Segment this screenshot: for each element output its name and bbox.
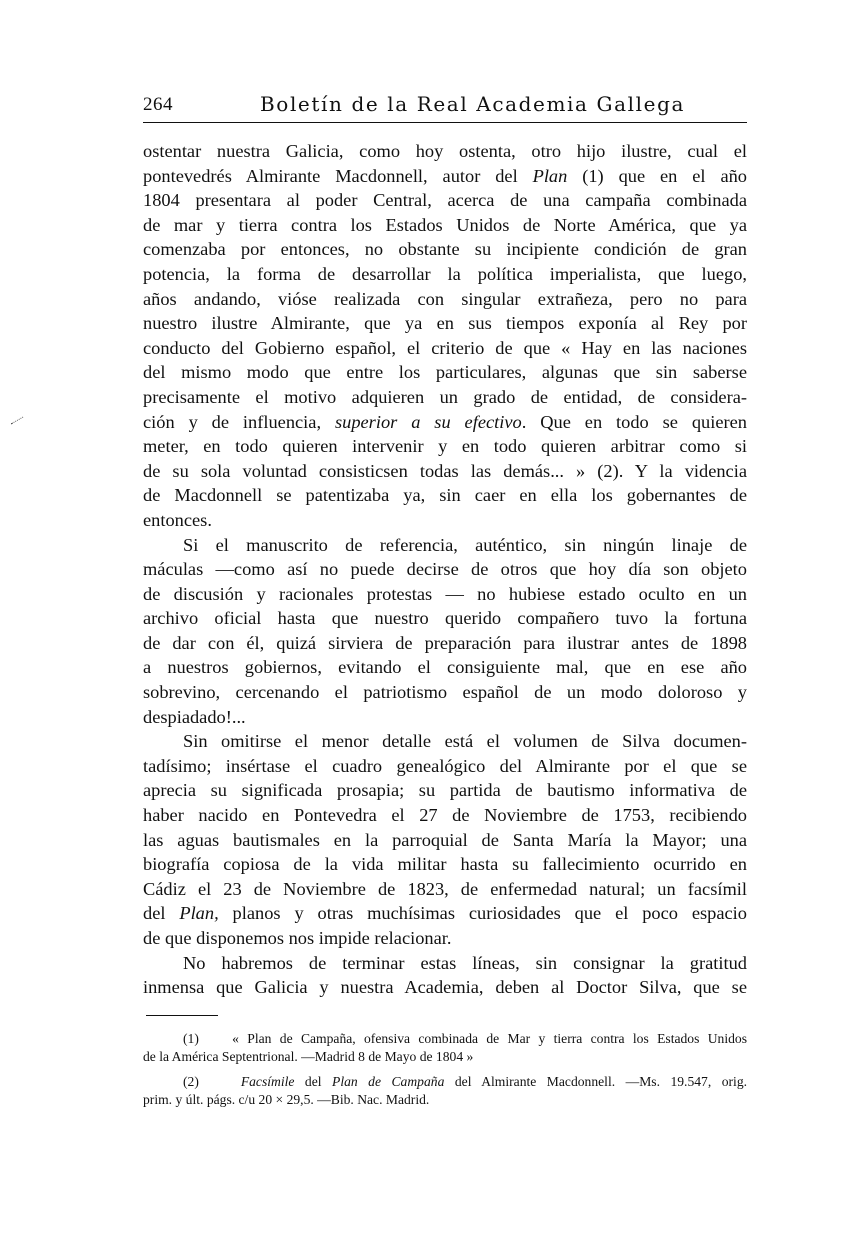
text-line: del mismo modo que entre los particulares, algunas que sin saberse — [143, 362, 747, 383]
text-line: inmensa que Galicia y nuestra Academia, deben al Doctor Silva, que se — [143, 977, 747, 998]
text-line: comenzaba por entonces, no obstante su incipiente condición de gran — [143, 239, 747, 260]
italic-phrase: superior a su efectivo — [334, 411, 522, 432]
text-line: a nuestros gobiernos, evitando el consiguiente mal, que en ese año — [143, 657, 747, 678]
paragraph-start: Si el manuscrito de referencia, auténtico, sin ningún linaje de — [183, 534, 747, 555]
page-number: 264 — [143, 94, 173, 115]
text-line: de su sola voluntad consisticsen todas las demás... » (2). Y la videncia — [143, 460, 747, 481]
text-line: haber nacido en Pontevedra el 27 de Noviembre de 1753, recibiendo — [143, 805, 747, 826]
italic-term: Facsímile — [240, 1074, 295, 1089]
text-line: de que disponemos nos impide relacionar. — [143, 928, 452, 948]
text-line: de Macdonnell se patentizaba ya, sin caer en ella los gobernantes de — [143, 485, 747, 506]
text-span: (1) que en el año — [567, 165, 747, 186]
paragraph-start: No habremos de terminar estas líneas, sin consignar la gratitud — [183, 952, 747, 973]
footnote-text: « Plan de Campaña, ofensiva combinada de Mar y tierra contra los Estados Unidos — [232, 1031, 747, 1046]
text-line — [143, 410, 747, 435]
text-line: potencia, la forma de desarrollar la política imperialista, que luego, — [143, 263, 747, 284]
running-title: Boletín de la Real Academia Gallega — [260, 92, 685, 116]
text-span: del — [143, 903, 180, 924]
body-text — [143, 139, 747, 1000]
page-header — [143, 92, 743, 120]
text-line: Cádiz el 23 de Noviembre de 1823, de enfermedad natural; un facsímil — [143, 878, 747, 899]
footnote-marker: (1) — [183, 1031, 199, 1046]
text-line: 1804 presentara al poder Central, acerca de una campaña combinada — [143, 190, 747, 211]
text-line: de dar con él, quizá sirviera de preparación para ilustrar antes de 1898 — [143, 632, 747, 653]
text-line — [143, 901, 747, 926]
italic-title: Plan, — [179, 903, 219, 924]
text-line: precisamente el motivo adquieren un grado de entidad, de considera- — [143, 386, 747, 407]
text-line: de mar y tierra contra los Estados Unidos de Norte América, que ya — [143, 214, 747, 235]
text-line: archivo oficial hasta que nuestro querido compañero tuvo la fortuna — [143, 608, 747, 629]
footnote-text: del — [294, 1074, 333, 1089]
footnotes — [143, 1030, 747, 1109]
text-line: años andando, vióse realizada con singular extrañeza, pero no para — [143, 288, 747, 309]
footnote-marker: (2) — [183, 1074, 199, 1089]
text-line: biografía copiosa de la vida militar hasta su fallecimiento ocurrido en — [143, 854, 747, 875]
text-line: aprecia su significada prosapia; su partida de bautismo informativa de — [143, 780, 747, 801]
footnote-1-continued: de la América Septentrional. —Madrid 8 de Mayo de 1804 » — [143, 1049, 474, 1064]
footnote-text: del Almirante Macdonnell. —Ms. 19.547, orig. — [444, 1074, 748, 1089]
footnote-2 — [143, 1073, 747, 1091]
text-span: ción y de influencia, — [143, 411, 335, 432]
scan-artifact — [11, 417, 24, 425]
text-line: entonces. — [143, 509, 212, 530]
text-line: de discusión y racionales protestas — no hubiese estado oculto en un — [143, 583, 747, 604]
text-line — [143, 164, 747, 189]
header-rule — [143, 122, 747, 123]
italic-title: Plan de Campaña — [332, 1074, 445, 1089]
footnote-2-continued: prim. y últ. págs. c/u 20 × 29,5. —Bib. Nac. Madrid. — [143, 1092, 430, 1107]
text-span: pontevedrés Almirante Macdonnell, autor del — [143, 165, 533, 186]
text-span: . Que en todo se quieren — [521, 411, 748, 432]
text-line: meter, en todo quieren intervenir y en todo quieren arbitrar como si — [143, 436, 747, 457]
text-line: despiadado!... — [143, 706, 246, 727]
italic-title: Plan — [532, 165, 568, 186]
text-line: sobrevino, cercenando el patriotismo español de un modo doloroso y — [143, 682, 747, 703]
spacer — [143, 1066, 747, 1073]
text-span: planos y otras muchísimas curiosidades que el poco espacio — [218, 903, 747, 924]
paragraph-start: Sin omitirse el menor detalle está el volumen de Silva documen- — [183, 731, 747, 752]
text-line: máculas —como así no puede decirse de otros que hoy día son objeto — [143, 559, 747, 580]
text-line: tadísimo; insértase el cuadro genealógico del Almirante por el que se — [143, 755, 747, 776]
footnote-1 — [143, 1030, 747, 1048]
text-line: ostentar nuestra Galicia, como hoy ostenta, otro hijo ilustre, cual el — [143, 141, 747, 161]
text-line: conducto del Gobierno español, el criterio de que « Hay en las naciones — [143, 337, 747, 358]
footnote-rule — [146, 1015, 218, 1016]
text-line: las aguas bautismales en la parroquial de Santa María la Mayor; una — [143, 829, 747, 850]
text-line: nuestro ilustre Almirante, que ya en sus tiempos exponía al Rey por — [143, 313, 747, 334]
